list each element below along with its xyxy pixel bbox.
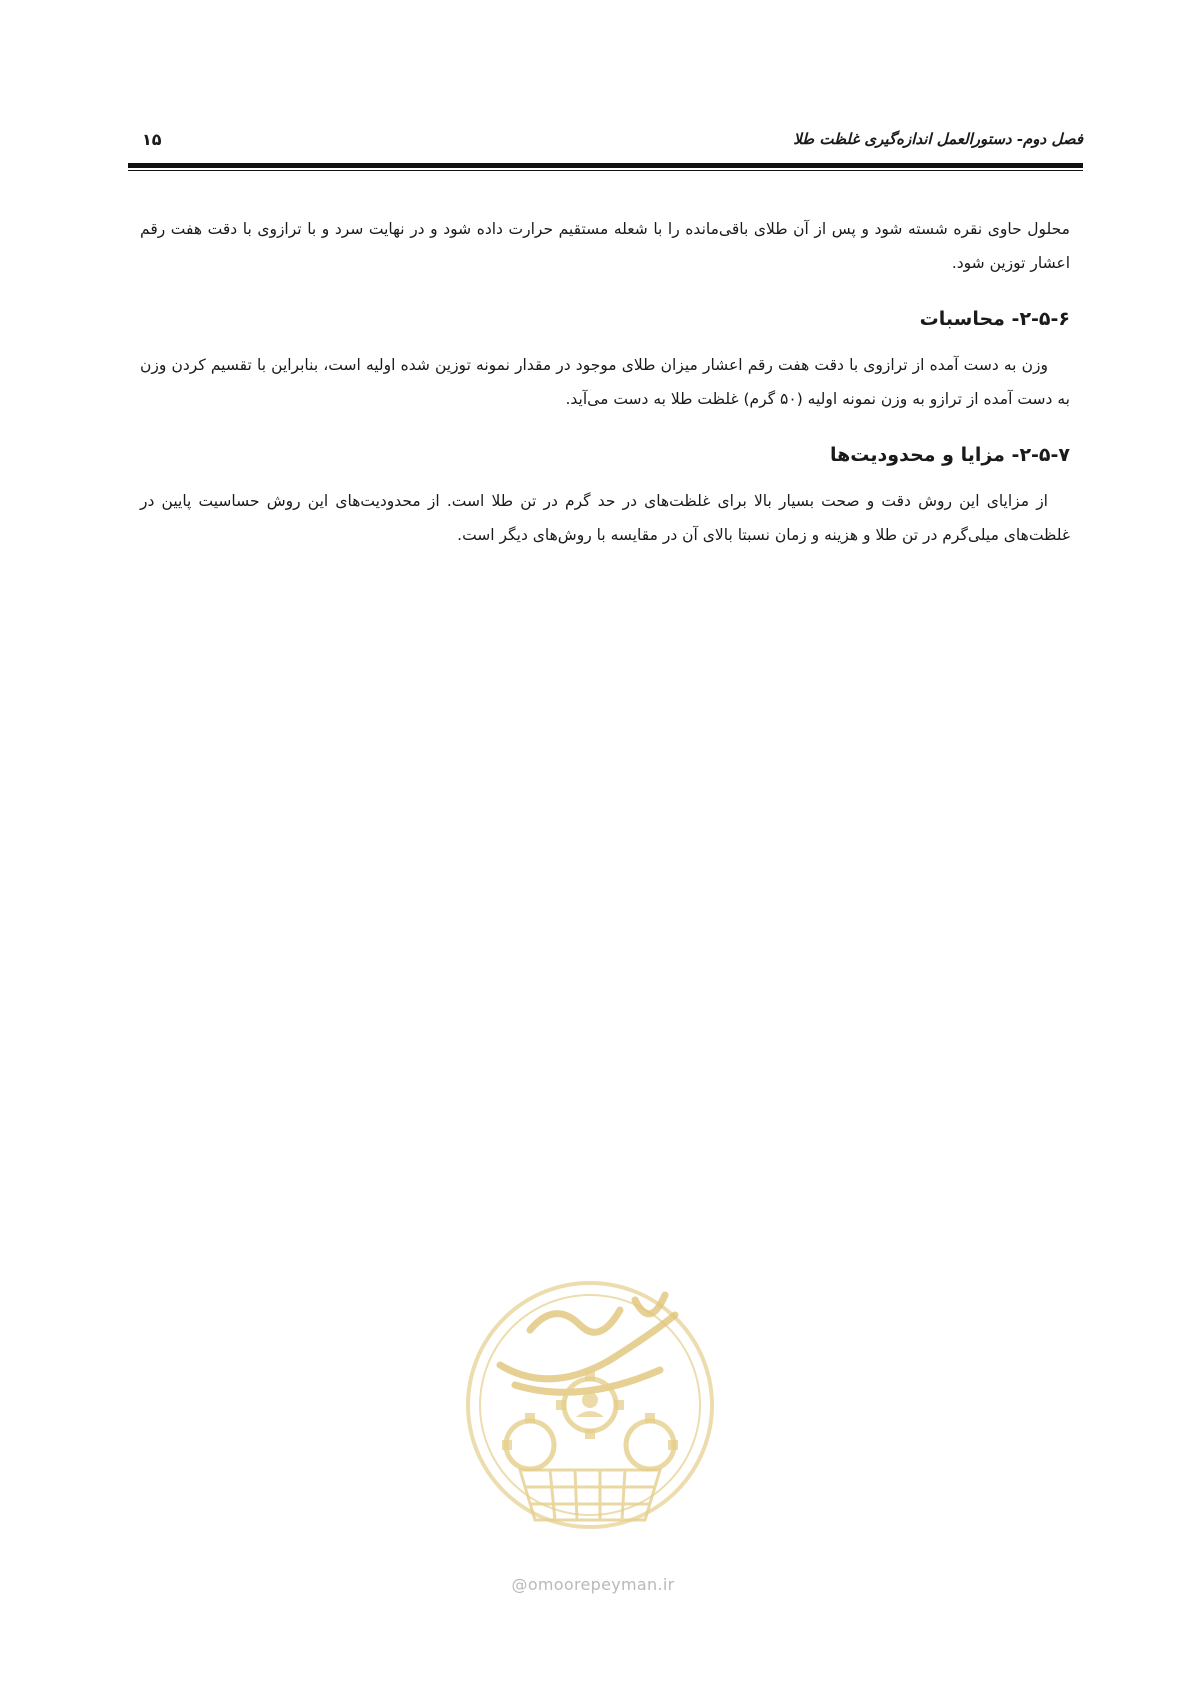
- advantages-limitations-paragraph: از مزایای این روش دقت و صحت بسیار بالا برای غلظت‌های در حد گرم در تن طلا است. از محدودیت‌های این روش حساسیت پایین در غلظت‌های میلی‌گرم در تن طلا و هزینه و زمان نسبتا بالای آن در مقایسه با روش‌های دیگر است.: [140, 492, 1070, 544]
- section-heading-calculations: ۲-۵-۶- محاسبات: [919, 308, 1070, 330]
- page-body: [140, 212, 1070, 552]
- watermark-logo: [460, 1255, 720, 1555]
- running-header-title: فصل دوم- دستورالعمل اندازه‌گیری غلظت طلا: [793, 130, 1083, 148]
- page-number: ۱۵: [142, 130, 162, 149]
- header-rule-thick: [128, 163, 1083, 168]
- page-header: [128, 128, 1083, 154]
- intro-paragraph: محلول حاوی نقره شسته شود و پس از آن طلای باقی‌مانده را با شعله مستقیم حرارت داده شود و در نهایت سرد و با ترازوی با دقت هفت رقم اعشار توزین شود.: [140, 220, 1070, 272]
- header-rule-thin: [128, 170, 1083, 171]
- calculations-paragraph: وزن به دست آمده از ترازوی با دقت هفت رقم اعشار میزان طلای موجود در مقدار نمونه توزین شده اولیه است، بنابراین با تقسیم کردن وزن به دست آمده از ترازو به وزن نمونه اولیه (۵۰ گرم) غلظت طلا به دست می‌آید.: [140, 356, 1070, 408]
- section-heading-advantages-limitations: ۲-۵-۷- مزایا و محدودیت‌ها: [829, 444, 1070, 466]
- watermark-url: @omoorepeyman.ir: [511, 1575, 675, 1594]
